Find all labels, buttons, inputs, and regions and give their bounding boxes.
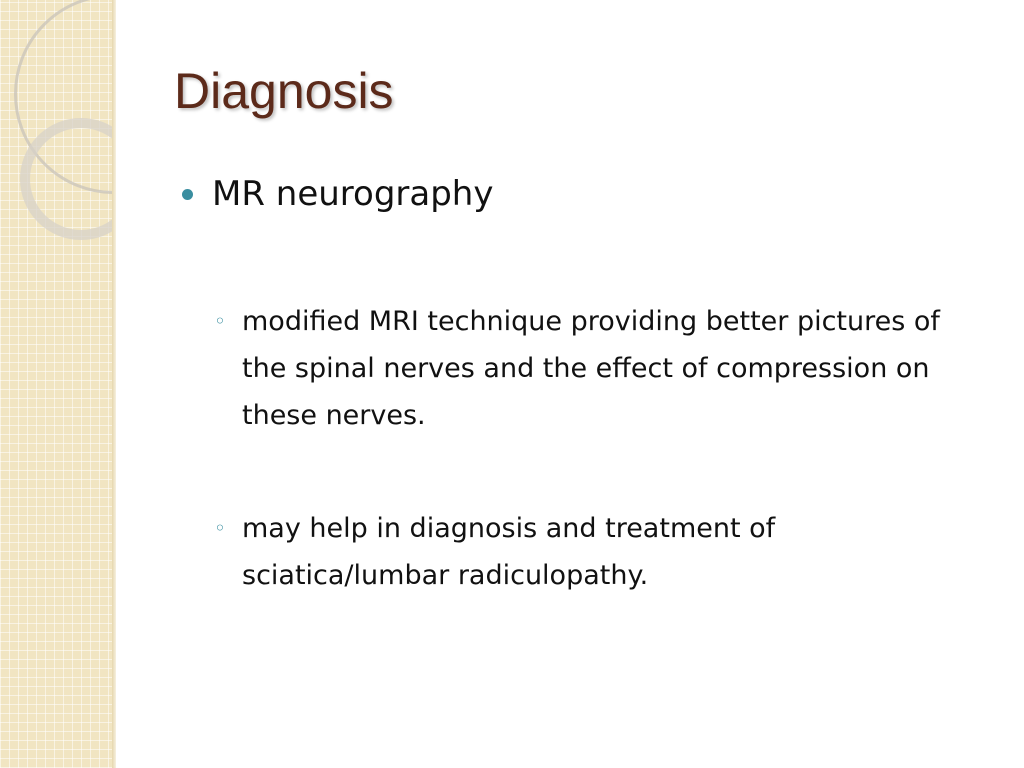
sub-bullet-text: modified MRI technique providing better pictures of the spinal nerves and the effect of compression on these nerves. — [242, 306, 940, 431]
slide-title: Diagnosis — [174, 63, 394, 119]
bullet-mr-neurography — [182, 174, 493, 214]
side-panel-edge — [112, 0, 116, 768]
bullet-text: MR neurography — [212, 174, 494, 214]
bullet-dot-icon — [182, 189, 193, 200]
sub-bullet-mri-technique — [214, 298, 984, 439]
sub-bullet-diagnosis-treatment — [214, 505, 984, 599]
sub-bullet-ring-icon: ◦ — [214, 309, 226, 333]
sub-bullet-ring-icon: ◦ — [214, 516, 226, 540]
decorative-side-panel — [0, 0, 112, 768]
sub-bullet-text: may help in diagnosis and treatment of sciatica/lumbar radiculopathy. — [242, 513, 776, 591]
